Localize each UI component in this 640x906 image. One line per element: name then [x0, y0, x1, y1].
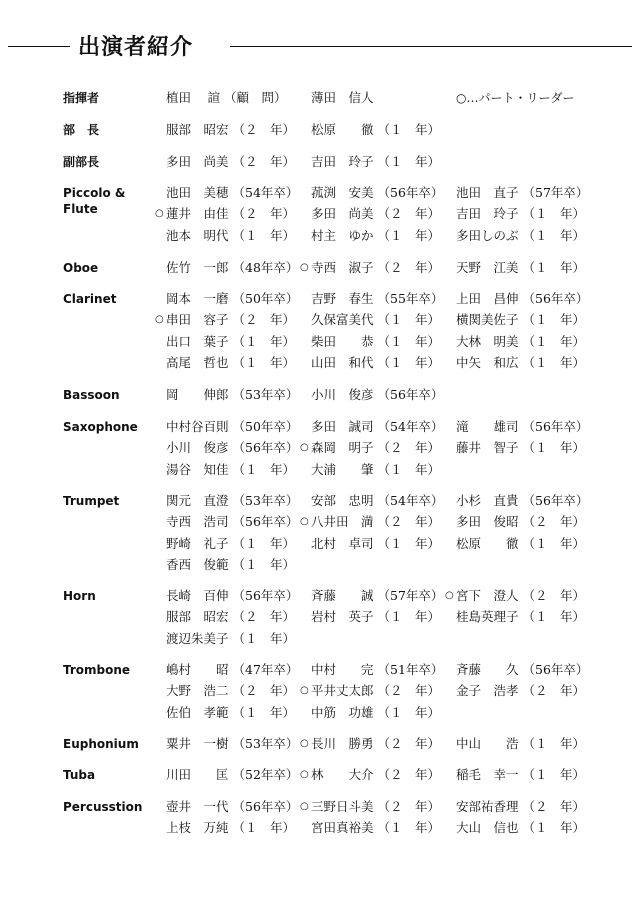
member-row [0, 462, 640, 483]
member-year: （56年卒） [377, 185, 444, 200]
member-row [0, 122, 640, 143]
member-entry [300, 799, 441, 815]
member-name: 中村谷百則 [166, 419, 229, 434]
member-year: （２ 年） [522, 514, 586, 530]
member-year: （55年卒） [377, 291, 444, 306]
member-name: 薄田 信人 [311, 90, 374, 105]
member-entry [456, 260, 585, 276]
member-row [0, 588, 640, 609]
section-label: 部 長 [63, 123, 100, 137]
member-entry [166, 514, 298, 530]
member-year: （47年卒） [232, 662, 299, 677]
member-entry [166, 387, 298, 403]
member-entry [311, 609, 440, 625]
member-entry [311, 185, 443, 201]
member-row [0, 440, 640, 461]
member-entry [456, 609, 585, 625]
member-entry [311, 662, 443, 678]
member-name: 壺井 一代 [166, 799, 229, 814]
member-year: （２ 年） [377, 206, 441, 222]
member-name: 服部 昭宏 [166, 609, 229, 625]
member-row [0, 736, 640, 757]
member-entry [311, 334, 440, 350]
member-name: 大林 明美 [456, 333, 519, 349]
member-entry [166, 185, 298, 201]
member-name: 寺西 浩司 [166, 514, 229, 530]
member-name: 蓮井 由佳 [166, 206, 229, 222]
member-name: 宮下 澄人 [456, 588, 519, 603]
member-entry [311, 122, 440, 138]
member-row [0, 387, 640, 408]
member-name: 川田 匡 [166, 767, 229, 782]
member-name: 多田 誠司 [311, 419, 374, 434]
member-entry [166, 662, 298, 678]
member-entry [311, 462, 440, 478]
member-name: 大野 浩二 [166, 683, 229, 699]
member-name: 三野日斗美 [311, 799, 374, 814]
section-label: Horn [63, 589, 96, 603]
member-year: （顧 問） [223, 90, 287, 105]
section-label: Piccolo & Flute [63, 186, 126, 216]
member-entry [166, 228, 295, 244]
member-entry [456, 334, 585, 350]
member-entry [311, 312, 440, 328]
member-row [0, 419, 640, 440]
member-year: （54年卒） [377, 493, 444, 508]
member-year: （57年卒） [522, 185, 589, 200]
member-name: 寺西 淑子 [311, 260, 374, 275]
member-name: 嶋村 昭 [166, 662, 229, 677]
member-year: （２ 年） [232, 312, 296, 328]
member-entry [311, 493, 443, 509]
member-year: （56年卒） [232, 799, 299, 814]
member-row [0, 312, 640, 333]
member-name: 北村 卓司 [311, 535, 374, 551]
member-year: （56年卒） [232, 440, 299, 456]
member-name: 柴田 恭 [311, 333, 374, 349]
member-name: 池本 明代 [166, 227, 229, 243]
member-entry [456, 799, 585, 815]
member-entry [311, 588, 443, 604]
member-name: 滝 雄司 [456, 419, 519, 434]
member-year: （１ 年） [522, 736, 586, 751]
member-entry [166, 90, 287, 106]
member-year: （１ 年） [377, 535, 441, 551]
leader-mark-icon: ○ [155, 314, 164, 326]
member-entry [166, 609, 295, 625]
member-name: 久保富美代 [311, 312, 374, 328]
member-entry [456, 419, 588, 435]
member-name: 中村 完 [311, 662, 374, 677]
member-year: （54年卒） [232, 185, 299, 200]
member-name: 斉藤 久 [456, 662, 519, 677]
member-name: 森岡 明子 [311, 440, 374, 456]
member-name: 吉田 玲子 [456, 206, 519, 222]
member-entry [166, 799, 298, 815]
member-entry [166, 355, 295, 371]
section-label: 指揮者 [63, 91, 100, 105]
section-label: Oboe [63, 261, 99, 275]
member-name: 多田 尚美 [166, 154, 229, 169]
member-year: （１ 年） [377, 122, 441, 137]
member-name: 上枝 万純 [166, 820, 229, 836]
member-year: （２ 年） [377, 260, 441, 275]
member-entry [456, 355, 585, 371]
member-year: （53年卒） [232, 387, 299, 402]
member-name: 大山 信也 [456, 820, 519, 836]
section-label: Percusstion [63, 800, 143, 814]
member-row [0, 557, 640, 578]
member-entry [166, 493, 298, 509]
member-year: （53年卒） [232, 736, 299, 751]
member-year: （２ 年） [377, 440, 441, 456]
member-year: （１ 年） [522, 609, 586, 625]
member-name: 野崎 礼子 [166, 535, 229, 551]
member-name: 桂島英理子 [456, 609, 519, 625]
member-entry [166, 820, 295, 836]
member-name: 中山 浩 [456, 736, 519, 751]
section-label: Saxophone [63, 420, 138, 434]
member-name: 湯谷 知佳 [166, 461, 229, 477]
member-row [0, 334, 640, 355]
member-year: （52年卒） [232, 767, 299, 782]
member-entry [311, 291, 443, 307]
member-name: 渡辺朱美子 [166, 630, 229, 646]
member-entry [300, 514, 441, 530]
member-year: （１ 年） [377, 609, 441, 625]
member-year: （１ 年） [522, 535, 586, 551]
member-entry [311, 206, 440, 222]
page-title: 出演者紹介 [78, 35, 194, 60]
member-year: （１ 年） [232, 333, 296, 349]
member-entry [155, 312, 296, 328]
member-year: （１ 年） [232, 535, 296, 551]
leader-mark-icon: ○ [300, 769, 309, 780]
member-entry [166, 260, 298, 276]
member-entry [300, 260, 441, 276]
member-year: （57年卒） [377, 588, 444, 603]
member-year: （１ 年） [522, 354, 586, 370]
member-name: 池田 直子 [456, 185, 519, 200]
member-entry [456, 440, 585, 456]
member-entry [166, 557, 295, 573]
member-entry [300, 767, 441, 783]
member-entry [456, 820, 585, 836]
member-name: 平井丈太郎 [311, 683, 374, 699]
leader-mark-icon: ○ [300, 685, 309, 697]
member-name: 粟井 一樹 [166, 736, 229, 751]
member-year: （56年卒） [522, 419, 589, 434]
member-year: （１ 年） [232, 556, 296, 572]
member-entry [311, 705, 440, 721]
member-entry [456, 312, 585, 328]
member-name: 大浦 肇 [311, 461, 374, 477]
section-label: Trombone [63, 663, 131, 677]
member-entry [166, 291, 298, 307]
member-row [0, 493, 640, 514]
member-entry [456, 493, 588, 509]
member-name: 松原 徹 [311, 122, 374, 137]
member-name: 多田 尚美 [311, 206, 374, 222]
member-entry [300, 736, 441, 752]
member-name: 林 大介 [311, 767, 374, 782]
member-year: （１ 年） [522, 206, 586, 222]
member-year: （２ 年） [377, 683, 441, 699]
member-name: 小杉 直貴 [456, 493, 519, 508]
member-name: 天野 江美 [456, 260, 519, 275]
member-year: （50年卒） [232, 419, 299, 434]
member-row [0, 260, 640, 281]
member-year: （２ 年） [232, 683, 296, 699]
member-entry [166, 334, 295, 350]
title-row [0, 28, 640, 62]
member-year: （２ 年） [377, 514, 441, 530]
member-row [0, 705, 640, 726]
member-name: 岩村 英子 [311, 609, 374, 625]
member-entry [311, 355, 440, 371]
member-name: 中矢 和広 [456, 354, 519, 370]
member-name: 上田 昌伸 [456, 291, 519, 306]
member-name: 山田 和代 [311, 354, 374, 370]
member-year: （１ 年） [377, 154, 441, 169]
leader-mark-icon: ○ [300, 442, 309, 454]
member-year: （２ 年） [377, 799, 441, 814]
member-entry [300, 683, 441, 699]
member-entry [166, 631, 295, 647]
member-row [0, 228, 640, 249]
member-year: （２ 年） [522, 588, 586, 603]
member-entry [300, 440, 441, 456]
member-entry [311, 90, 374, 106]
leader-mark-icon: ○ [300, 516, 309, 528]
member-year: （１ 年） [522, 767, 586, 782]
member-year: （53年卒） [232, 493, 299, 508]
member-entry [155, 206, 296, 222]
member-year: （１ 年） [522, 312, 586, 328]
member-year: （１ 年） [377, 461, 441, 477]
member-year: （56年卒） [232, 588, 299, 603]
member-entry [311, 154, 440, 170]
member-year: （１ 年） [377, 333, 441, 349]
member-entry [456, 767, 585, 783]
member-name: 多田 俊昭 [456, 514, 519, 530]
member-row [0, 154, 640, 175]
member-name: 植田 諠 [166, 90, 220, 105]
member-year: （１ 年） [232, 704, 296, 720]
member-row [0, 799, 640, 820]
member-name: 斉藤 誠 [311, 588, 374, 603]
member-name: 長崎 百伸 [166, 588, 229, 603]
member-row [0, 609, 640, 630]
member-year: （２ 年） [232, 122, 296, 137]
member-entry [456, 736, 585, 752]
section-label: Trumpet [63, 494, 120, 508]
member-year: （２ 年） [232, 609, 296, 625]
leader-mark-icon: ○ [300, 738, 309, 749]
member-name: 串田 容子 [166, 312, 229, 328]
member-name: 長川 勝勇 [311, 736, 374, 751]
member-name: 関元 直澄 [166, 493, 229, 508]
member-year: （56年卒） [522, 291, 589, 306]
section-label: Clarinet [63, 292, 117, 306]
member-entry [311, 419, 443, 435]
member-year: （２ 年） [522, 799, 586, 814]
member-year: （１ 年） [522, 820, 586, 836]
member-name: 小川 俊彦 [311, 387, 374, 402]
leader-mark-icon: ○ [155, 208, 164, 220]
member-year: （１ 年） [377, 704, 441, 720]
member-year: （１ 年） [522, 260, 586, 275]
member-row [0, 631, 640, 652]
member-name: 岡本 一磨 [166, 291, 229, 306]
member-name: 村主 ゆか [311, 227, 374, 243]
member-name: 吉野 春生 [311, 291, 374, 306]
member-row [0, 683, 640, 704]
leader-mark-icon: ○ [445, 590, 454, 601]
member-year: （56年卒） [522, 662, 589, 677]
section-label: Tuba [63, 768, 96, 782]
leader-legend: ○…パート・リーダー [456, 91, 575, 105]
member-year: （１ 年） [377, 820, 441, 836]
member-year: （56年卒） [522, 493, 589, 508]
member-entry [166, 683, 295, 699]
member-entry [166, 767, 298, 783]
section-label: Bassoon [63, 388, 120, 402]
member-row [0, 185, 640, 206]
member-entry [166, 588, 298, 604]
member-year: （１ 年） [232, 354, 296, 370]
member-row [0, 514, 640, 535]
member-row [0, 536, 640, 557]
member-entry [445, 588, 586, 604]
section-label: 副部長 [63, 155, 100, 169]
member-name: 藤井 智子 [456, 440, 519, 456]
section-label: Euphonium [63, 737, 139, 751]
member-name: 佐竹 一郎 [166, 260, 229, 275]
title-rule-left [8, 46, 70, 47]
member-entry [311, 820, 440, 836]
member-year: （56年卒） [377, 387, 444, 402]
member-year: （１ 年） [232, 227, 296, 243]
member-name: 高尾 哲也 [166, 354, 229, 370]
member-year: （１ 年） [377, 227, 441, 243]
member-entry [166, 536, 295, 552]
member-entry [311, 387, 443, 403]
member-name: 小川 俊彦 [166, 440, 229, 456]
member-name: 岡 伸郎 [166, 387, 229, 402]
leader-mark-icon: ○ [300, 262, 309, 273]
member-year: （51年卒） [377, 662, 444, 677]
member-year: （１ 年） [232, 820, 296, 836]
member-entry [456, 291, 588, 307]
member-entry [166, 419, 298, 435]
member-entry [311, 536, 440, 552]
leader-mark-icon: ○ [300, 801, 309, 812]
member-name: 宮田真裕美 [311, 820, 374, 836]
member-year: （２ 年） [377, 767, 441, 782]
member-row [0, 820, 640, 841]
member-year: （２ 年） [232, 206, 296, 222]
member-year: （１ 年） [377, 354, 441, 370]
member-name: 八井田 満 [311, 514, 374, 530]
member-year: （48年卒） [232, 260, 299, 275]
member-name: 菰渕 安美 [311, 185, 374, 200]
member-year: （１ 年） [232, 461, 296, 477]
member-year: （１ 年） [522, 333, 586, 349]
member-entry [456, 514, 585, 530]
member-name: 多田しのぶ [456, 227, 519, 243]
member-row [0, 206, 640, 227]
member-year: （２ 年） [522, 683, 586, 699]
member-name: 出口 葉子 [166, 333, 229, 349]
member-name: 佐伯 孝範 [166, 704, 229, 720]
member-entry [456, 206, 585, 222]
member-year: （１ 年） [377, 312, 441, 328]
member-name: 横関美佐子 [456, 312, 519, 328]
member-entry [166, 462, 295, 478]
member-name: 中筋 功雄 [311, 704, 374, 720]
title-rule-right [230, 46, 632, 47]
member-year: （１ 年） [522, 227, 586, 243]
member-entry [166, 736, 298, 752]
member-name: 金子 浩孝 [456, 683, 519, 699]
member-entry [311, 228, 440, 244]
member-entry [166, 154, 295, 170]
member-row [0, 291, 640, 312]
member-year: （２ 年） [377, 736, 441, 751]
member-name: 服部 昭宏 [166, 122, 229, 137]
member-name: 安部 忠明 [311, 493, 374, 508]
member-name: 池田 美穂 [166, 185, 229, 200]
member-row [0, 767, 640, 788]
member-year: （50年卒） [232, 291, 299, 306]
member-row [0, 355, 640, 376]
member-entry [456, 185, 588, 201]
member-entry [166, 122, 295, 138]
member-name: 吉田 玲子 [311, 154, 374, 169]
member-year: （２ 年） [232, 154, 296, 169]
member-name: 松原 徹 [456, 535, 519, 551]
member-entry [166, 440, 298, 456]
member-name: 稲毛 幸一 [456, 767, 519, 782]
member-row [0, 90, 640, 111]
member-entry [456, 228, 585, 244]
member-name: 安部祐香理 [456, 799, 519, 814]
member-entry [456, 662, 588, 678]
member-row [0, 662, 640, 683]
member-entry [456, 536, 585, 552]
member-year: （54年卒） [377, 419, 444, 434]
member-year: （１ 年） [232, 630, 296, 646]
member-entry [456, 683, 585, 699]
member-entry [166, 705, 295, 721]
member-name: 香西 俊範 [166, 556, 229, 572]
member-year: （56年卒） [232, 514, 299, 530]
member-year: （１ 年） [522, 440, 586, 456]
